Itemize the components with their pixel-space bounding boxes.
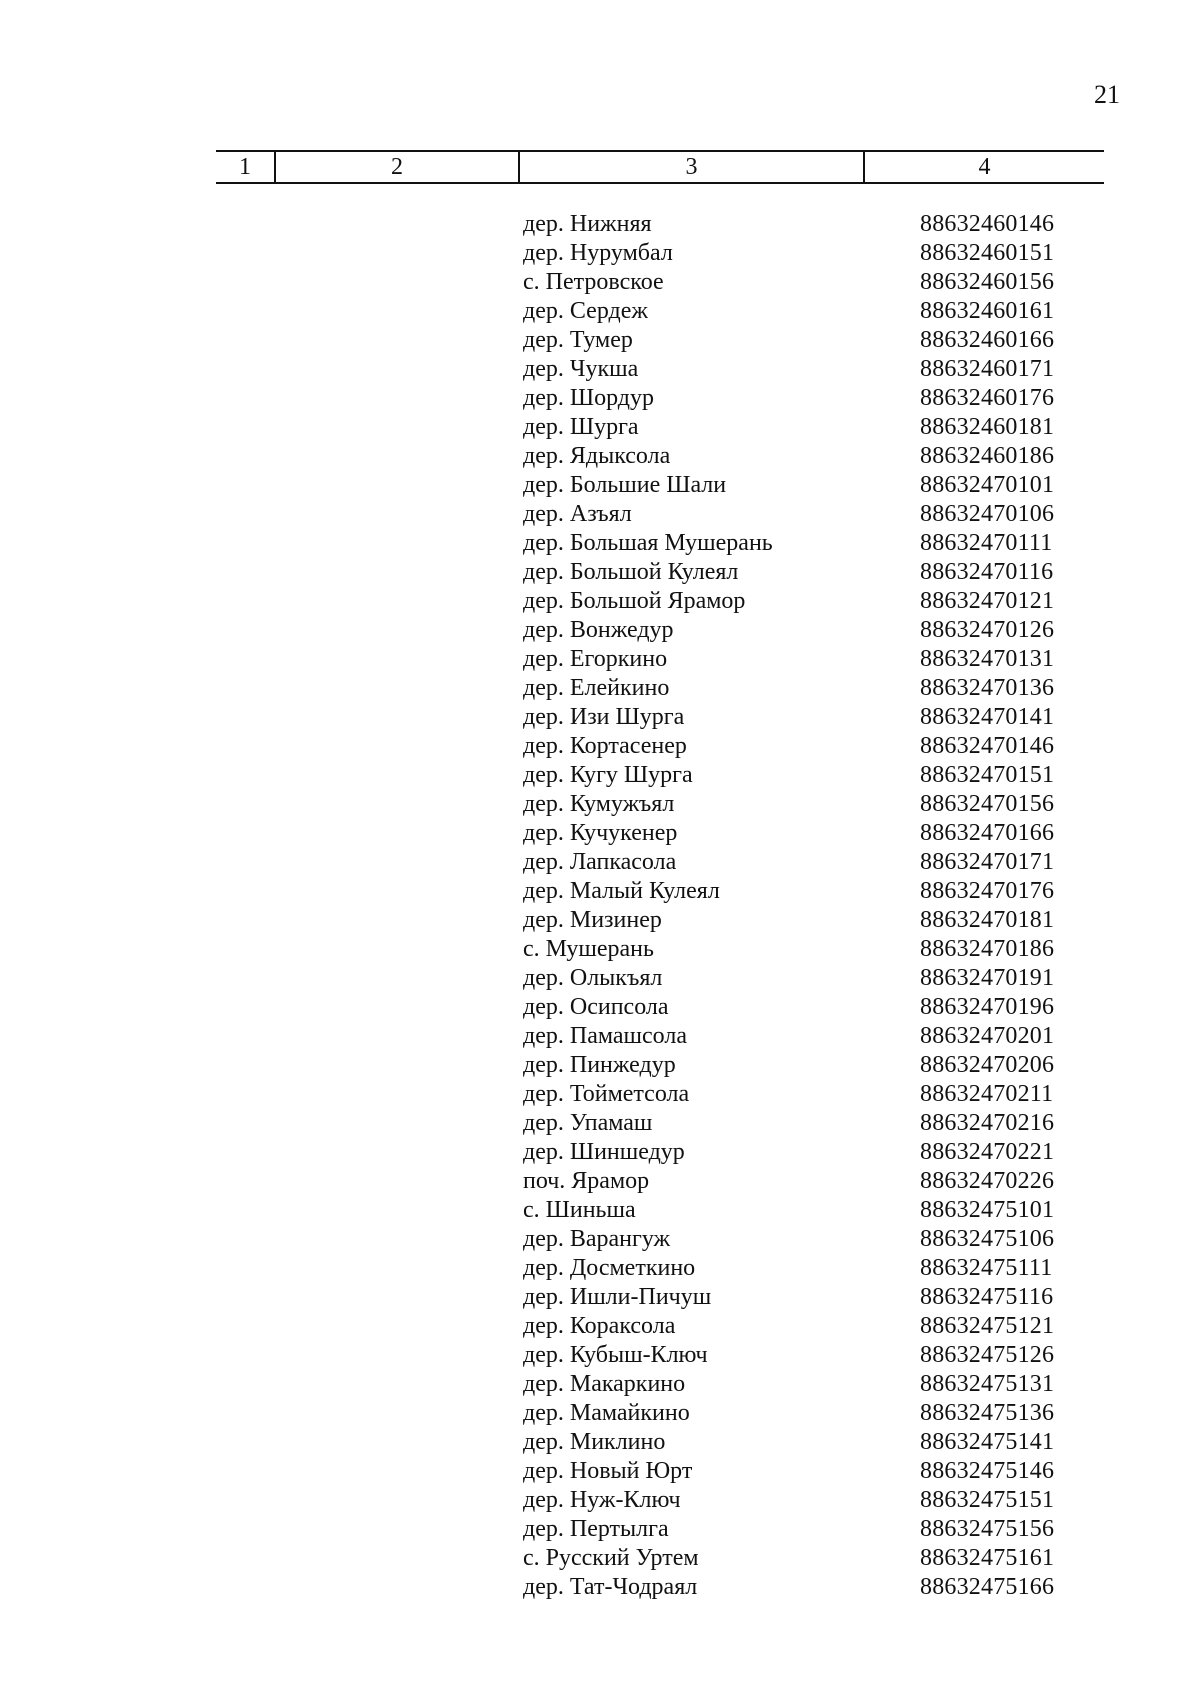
table-row	[0, 1254, 1200, 1283]
settlement-code: 88632475141	[920, 1429, 1055, 1455]
settlement-code: 88632475166	[920, 1574, 1055, 1600]
settlement-code: 88632470216	[920, 1110, 1055, 1136]
settlement-code: 88632460161	[920, 298, 1055, 324]
settlement-name: дер. Досметкино	[523, 1255, 696, 1281]
settlement-code: 88632460146	[920, 211, 1055, 237]
table-row	[0, 674, 1200, 703]
settlement-code: 88632475106	[920, 1226, 1055, 1252]
table-row	[0, 529, 1200, 558]
settlement-list	[0, 210, 1200, 1602]
table-row	[0, 268, 1200, 297]
settlement-code: 88632460171	[920, 356, 1055, 382]
settlement-code: 88632475121	[920, 1313, 1055, 1339]
table-row	[0, 500, 1200, 529]
settlement-code: 88632475116	[920, 1284, 1054, 1310]
settlement-name: дер. Тумер	[523, 327, 633, 353]
settlement-name: дер. Мамайкино	[523, 1400, 690, 1426]
settlement-code: 88632470126	[920, 617, 1055, 643]
table-row	[0, 732, 1200, 761]
table-row	[0, 1515, 1200, 1544]
settlement-name: дер. Шурга	[523, 414, 639, 440]
settlement-name: дер. Памашсола	[523, 1023, 687, 1049]
settlement-name: дер. Изи Шурга	[523, 704, 685, 730]
settlement-code: 88632475111	[920, 1255, 1053, 1281]
settlement-name: дер. Большая Мушерань	[523, 530, 773, 556]
settlement-name: дер. Чукша	[523, 356, 639, 382]
settlement-code: 88632475151	[920, 1487, 1055, 1513]
table-row	[0, 1138, 1200, 1167]
table-row	[0, 587, 1200, 616]
settlement-code: 88632460176	[920, 385, 1055, 411]
settlement-code: 88632470196	[920, 994, 1055, 1020]
settlement-code: 88632475136	[920, 1400, 1055, 1426]
settlement-code: 88632460186	[920, 443, 1055, 469]
settlement-name: дер. Большой Ярамор	[523, 588, 746, 614]
settlement-name: с. Русский Уртем	[523, 1545, 699, 1571]
settlement-name: дер. Большие Шали	[523, 472, 727, 498]
table-row	[0, 558, 1200, 587]
settlement-name: дер. Кугу Шурга	[523, 762, 693, 788]
table-row	[0, 239, 1200, 268]
settlement-code: 88632470221	[920, 1139, 1055, 1165]
settlement-code: 88632460181	[920, 414, 1055, 440]
settlement-name: дер. Новый Юрт	[523, 1458, 693, 1484]
table-row	[0, 413, 1200, 442]
settlement-code: 88632470116	[920, 559, 1054, 585]
settlement-code: 88632470156	[920, 791, 1055, 817]
settlement-code: 88632460151	[920, 240, 1055, 266]
settlement-code: 88632470201	[920, 1023, 1055, 1049]
table-row	[0, 355, 1200, 384]
settlement-code: 88632470151	[920, 762, 1055, 788]
table-row	[0, 1486, 1200, 1515]
settlement-name: поч. Ярамор	[523, 1168, 650, 1194]
settlement-code: 88632470211	[920, 1081, 1054, 1107]
settlement-name: с. Петровское	[523, 269, 664, 295]
column-header-4: 4	[978, 154, 991, 180]
settlement-code: 88632470171	[920, 849, 1055, 875]
settlement-code: 88632460156	[920, 269, 1055, 295]
column-header-1: 1	[239, 154, 251, 180]
settlement-code: 88632475131	[920, 1371, 1055, 1397]
settlement-name: дер. Ишли-Пичуш	[523, 1284, 712, 1310]
settlement-name: дер. Сердеж	[523, 298, 648, 324]
table-row	[0, 819, 1200, 848]
settlement-name: дер. Миклино	[523, 1429, 666, 1455]
settlement-name: дер. Тат-Чодраял	[523, 1574, 698, 1600]
settlement-name: дер. Кучукенер	[523, 820, 678, 846]
table-row	[0, 1196, 1200, 1225]
settlement-name: дер. Азъял	[523, 501, 632, 527]
table-row	[0, 645, 1200, 674]
settlement-code: 88632470111	[920, 530, 1053, 556]
table-row	[0, 384, 1200, 413]
table-row	[0, 935, 1200, 964]
settlement-code: 88632470206	[920, 1052, 1055, 1078]
table-row	[0, 326, 1200, 355]
settlement-code: 88632470136	[920, 675, 1055, 701]
settlement-name: дер. Кораксола	[523, 1313, 676, 1339]
settlement-code: 88632475126	[920, 1342, 1055, 1368]
settlement-code: 88632470191	[920, 965, 1055, 991]
table-row	[0, 471, 1200, 500]
settlement-name: дер. Шиншедур	[523, 1139, 685, 1165]
table-row	[0, 1022, 1200, 1051]
table-row	[0, 1109, 1200, 1138]
table-row	[0, 1167, 1200, 1196]
settlement-name: дер. Малый Кулеял	[523, 878, 720, 904]
settlement-code: 88632470146	[920, 733, 1055, 759]
settlement-name: дер. Кортасенер	[523, 733, 687, 759]
settlement-code: 88632470186	[920, 936, 1055, 962]
settlement-code: 88632475146	[920, 1458, 1055, 1484]
settlement-name: дер. Варангуж	[523, 1226, 671, 1252]
settlement-name: дер. Лапкасола	[523, 849, 677, 875]
page-number: 21	[1094, 80, 1120, 109]
settlement-name: дер. Елейкино	[523, 675, 670, 701]
settlement-name: дер. Ядыксола	[523, 443, 671, 469]
table-row	[0, 1051, 1200, 1080]
table-row	[0, 1283, 1200, 1312]
settlement-name: дер. Вонжедур	[523, 617, 674, 643]
column-header-3: 3	[685, 154, 698, 180]
table-row	[0, 1573, 1200, 1602]
settlement-name: дер. Нижняя	[523, 211, 652, 237]
table-row	[0, 1225, 1200, 1254]
settlement-code: 88632470101	[920, 472, 1055, 498]
table-row	[0, 1370, 1200, 1399]
table-row	[0, 1312, 1200, 1341]
settlement-name: дер. Кубыш-Ключ	[523, 1342, 708, 1368]
table-row	[0, 964, 1200, 993]
settlement-name: дер. Кумужъял	[523, 791, 675, 817]
settlement-name: дер. Нурумбал	[523, 240, 673, 266]
settlement-code: 88632470121	[920, 588, 1055, 614]
table-row	[0, 1457, 1200, 1486]
settlement-code: 88632470166	[920, 820, 1055, 846]
table-row	[0, 993, 1200, 1022]
settlement-name: дер. Упамаш	[523, 1110, 653, 1136]
settlement-name: с. Мушерань	[523, 936, 654, 962]
settlement-name: дер. Тойметсола	[523, 1081, 690, 1107]
table-row	[0, 297, 1200, 326]
settlement-code: 88632460166	[920, 327, 1055, 353]
table-row	[0, 442, 1200, 471]
table-row	[0, 906, 1200, 935]
settlement-name: дер. Олыкъял	[523, 965, 663, 991]
table-row	[0, 761, 1200, 790]
settlement-name: дер. Нуж-Ключ	[523, 1487, 681, 1513]
table-row	[0, 1544, 1200, 1573]
settlement-code: 88632470106	[920, 501, 1055, 527]
settlement-code: 88632475101	[920, 1197, 1055, 1223]
settlement-name: дер. Пертылга	[523, 1516, 669, 1542]
settlement-code: 88632475161	[920, 1545, 1055, 1571]
settlement-code: 88632470181	[920, 907, 1055, 933]
column-header-2: 2	[391, 154, 403, 180]
settlement-name: дер. Мизинер	[523, 907, 662, 933]
table-row	[0, 848, 1200, 877]
settlement-name: дер. Макаркино	[523, 1371, 686, 1397]
settlement-code: 88632470141	[920, 704, 1055, 730]
settlement-name: дер. Большой Кулеял	[523, 559, 739, 585]
table-row	[0, 1080, 1200, 1109]
table-row	[0, 877, 1200, 906]
table-row	[0, 1399, 1200, 1428]
table-row	[0, 210, 1200, 239]
settlement-code: 88632470176	[920, 878, 1055, 904]
table-row	[0, 790, 1200, 819]
settlement-name: дер. Осипсола	[523, 994, 669, 1020]
settlement-name: с. Шиньша	[523, 1197, 636, 1223]
settlement-code: 88632470131	[920, 646, 1055, 672]
settlement-name: дер. Пинжедур	[523, 1052, 676, 1078]
table-row	[0, 616, 1200, 645]
settlement-name: дер. Егоркино	[523, 646, 668, 672]
table-row	[0, 1341, 1200, 1370]
settlement-code: 88632475156	[920, 1516, 1055, 1542]
settlement-code: 88632470226	[920, 1168, 1055, 1194]
table-row	[0, 703, 1200, 732]
table-row	[0, 1428, 1200, 1457]
settlement-name: дер. Шордур	[523, 385, 654, 411]
table-column-header	[216, 150, 1104, 184]
